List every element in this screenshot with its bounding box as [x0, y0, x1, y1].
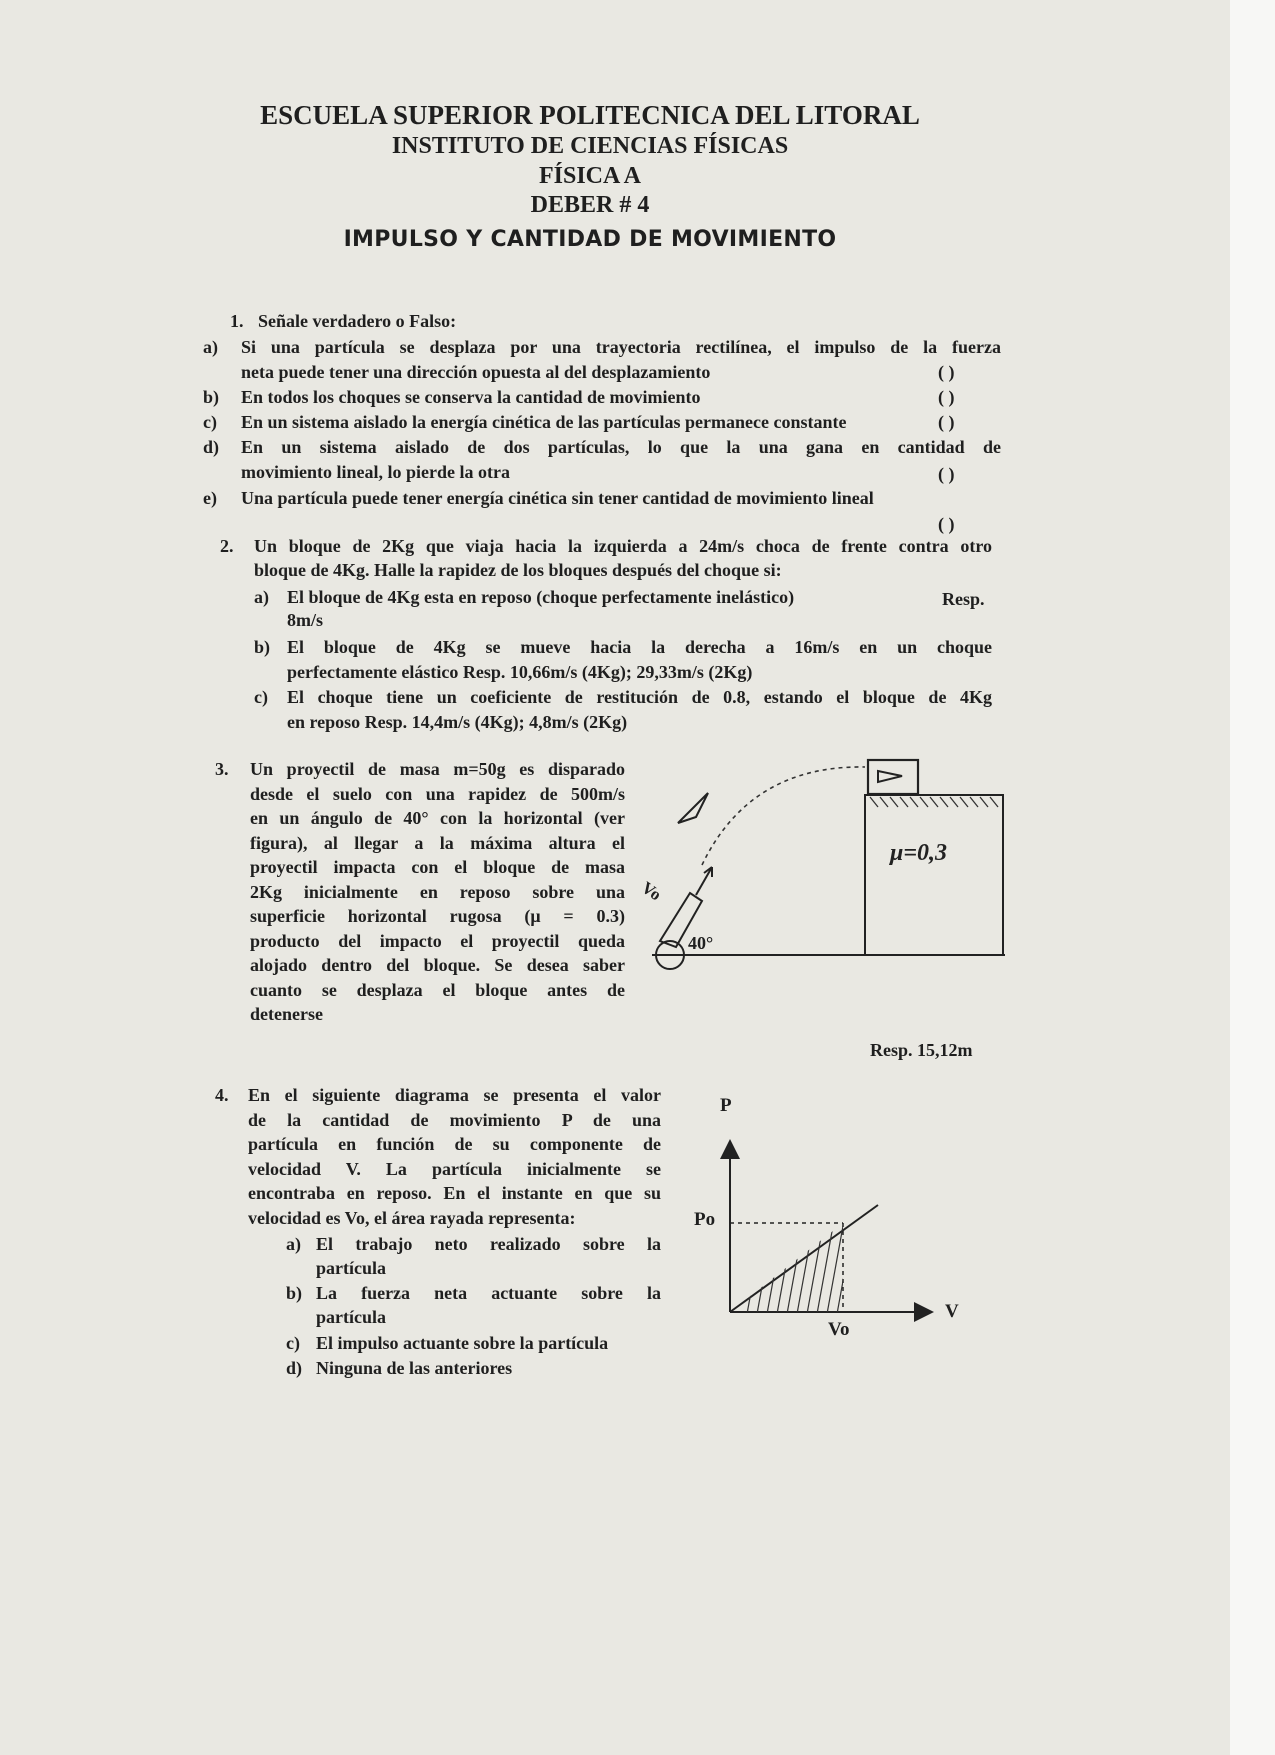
school-title: ESCUELA SUPERIOR POLITECNICA DEL LITORAL — [260, 100, 920, 130]
option-letter: a) — [286, 1234, 301, 1254]
answer-blank[interactable]: ( ) — [938, 514, 955, 534]
item-text: en reposo Resp. 14,4m/s (4Kg); 4,8m/s (2Kg) — [287, 712, 628, 732]
item-letter: b) — [254, 637, 271, 657]
item-text: Una partícula puede tener energía cinética sin tener cantidad de movimiento lineal — [241, 488, 874, 508]
item-letter: e) — [203, 488, 217, 508]
text-line: en un ángulo de 40° con la horizontal (ver — [250, 808, 625, 828]
text-line: Un proyectil de masa m=50g es disparado — [250, 759, 625, 779]
text-line: velocidad V. La partícula inicialmente se — [248, 1158, 661, 1179]
option-letter: d) — [286, 1358, 303, 1378]
option-letter: b) — [286, 1283, 303, 1303]
item-text: El choque tiene un coeficiente de restitución de 0.8, estando el bloque de 4Kg — [287, 687, 992, 707]
text-line: producto del impacto el proyectil queda — [250, 930, 625, 951]
item-letter: d) — [203, 437, 220, 457]
text-line: proyectil impacta con el bloque de masa — [250, 857, 625, 877]
item-text: El bloque de 4Kg se mueve hacia la derecha a 16m/s en un choque — [287, 637, 992, 657]
momentum-line — [730, 1205, 878, 1312]
course-title: FÍSICA A — [538, 163, 642, 189]
item-letter: c) — [203, 412, 217, 432]
text-line: superficie horizontal rugosa (μ = 0.3) — [250, 906, 625, 926]
question-number: 1. — [230, 311, 244, 331]
small-block — [868, 760, 918, 794]
item-text: El bloque de 4Kg esta en reposo (choque perfectamente inelástico) — [287, 587, 795, 607]
answer-text: Resp. 15,12m — [870, 1040, 973, 1060]
hatched-area — [745, 1215, 855, 1325]
answer-blank[interactable]: ( ) — [938, 464, 955, 484]
question-text: bloque de 4Kg. Halle la rapidez de los bloques después del choque si: — [254, 560, 782, 580]
item-letter: c) — [254, 687, 268, 707]
text-line: velocidad es Vo, el área rayada representa: — [248, 1207, 576, 1228]
item-text: Si una partícula se desplaza por una trayectoria rectilínea, el impulso de la fuerza — [241, 337, 1001, 357]
answer-blank[interactable]: ( ) — [938, 412, 955, 432]
velocity-arrow — [696, 867, 712, 895]
question-number: 3. — [215, 759, 229, 779]
text-line: desde el suelo con una rapidez de 500m/s — [250, 783, 625, 804]
option-text[interactable]: El impulso actuante sobre la partícula — [316, 1333, 609, 1353]
projectile-block-figure — [630, 755, 1010, 985]
option-letter: c) — [286, 1333, 300, 1353]
answer-label: Resp. — [942, 589, 985, 609]
friction-label: μ=0,3 — [890, 840, 948, 866]
institute-title: INSTITUTO DE CIENCIAS FÍSICAS — [391, 133, 789, 159]
vo-label: Vo — [828, 1319, 850, 1340]
question-prompt: Señale verdadero o Falso: — [258, 311, 457, 331]
text-line: detenerse — [250, 1004, 323, 1024]
option-text: partícula — [316, 1307, 386, 1327]
option-text[interactable]: El trabajo neto realizado sobre la — [316, 1234, 661, 1254]
question-text — [248, 1083, 661, 1230]
topic-title: IMPULSO Y CANTIDAD DE MOVIMIENTO — [343, 227, 837, 252]
trajectory-path — [702, 767, 865, 865]
item-text: En todos los choques se conserva la cantidad de movimiento — [241, 387, 701, 407]
option-text: partícula — [316, 1258, 386, 1278]
answer-text: 8m/s — [287, 610, 323, 630]
speed-label: Vo — [638, 877, 665, 905]
item-text: En un sistema aislado la energía cinética de las partículas permanece constante — [241, 412, 847, 432]
rough-surface — [870, 797, 998, 807]
answer-blank[interactable]: ( ) — [938, 362, 955, 382]
support-box — [865, 795, 1003, 955]
x-axis-label: V — [945, 1301, 959, 1322]
text-line: alojado dentro del bloque. Se desea saber — [250, 955, 625, 975]
question-number: 4. — [215, 1085, 229, 1105]
assignment-title: DEBER # 4 — [530, 192, 650, 218]
scan-margin — [1230, 0, 1275, 1755]
item-letter: a) — [254, 587, 269, 607]
option-text[interactable]: La fuerza neta actuante sobre la — [316, 1283, 661, 1303]
text-line: cuanto se desplaza el bloque antes de — [250, 979, 625, 1000]
question-text: Un bloque de 2Kg que viaja hacia la izquierda a 24m/s choca de frente contra otro — [254, 536, 992, 556]
momentum-velocity-graph — [685, 1095, 975, 1345]
item-text: movimiento lineal, lo pierde la otra — [241, 462, 510, 482]
option-text[interactable]: Ninguna de las anteriores — [316, 1358, 513, 1378]
item-letter: a) — [203, 337, 218, 357]
y-axis-label: P — [720, 1095, 732, 1116]
item-letter: b) — [203, 387, 220, 407]
text-line: En el siguiente diagrama se presenta el valor — [248, 1085, 661, 1105]
item-text: neta puede tener una dirección opuesta al del desplazamiento — [241, 362, 711, 382]
embedded-projectile-icon — [878, 771, 902, 782]
projectile-icon — [678, 793, 708, 823]
item-text: En un sistema aislado de dos partículas, lo que la una gana en cantidad de — [241, 437, 1001, 457]
answer-blank[interactable]: ( ) — [938, 387, 955, 407]
text-line: encontraba en reposo. En el instante en que su — [248, 1183, 661, 1203]
text-line: figura), al llegar a la máxima altura el — [250, 832, 625, 853]
angle-label: 40° — [688, 933, 714, 953]
question-number: 2. — [220, 536, 234, 556]
text-line: de la cantidad de movimiento P de una — [248, 1109, 661, 1130]
item-text: perfectamente elástico Resp. 10,66m/s (4Kg); 29,33m/s (2Kg) — [287, 662, 753, 682]
question-text — [250, 757, 625, 1027]
po-label: Po — [694, 1209, 716, 1230]
text-line: 2Kg inicialmente en reposo sobre una — [250, 881, 625, 902]
text-line: partícula en función de su componente de — [248, 1134, 661, 1154]
